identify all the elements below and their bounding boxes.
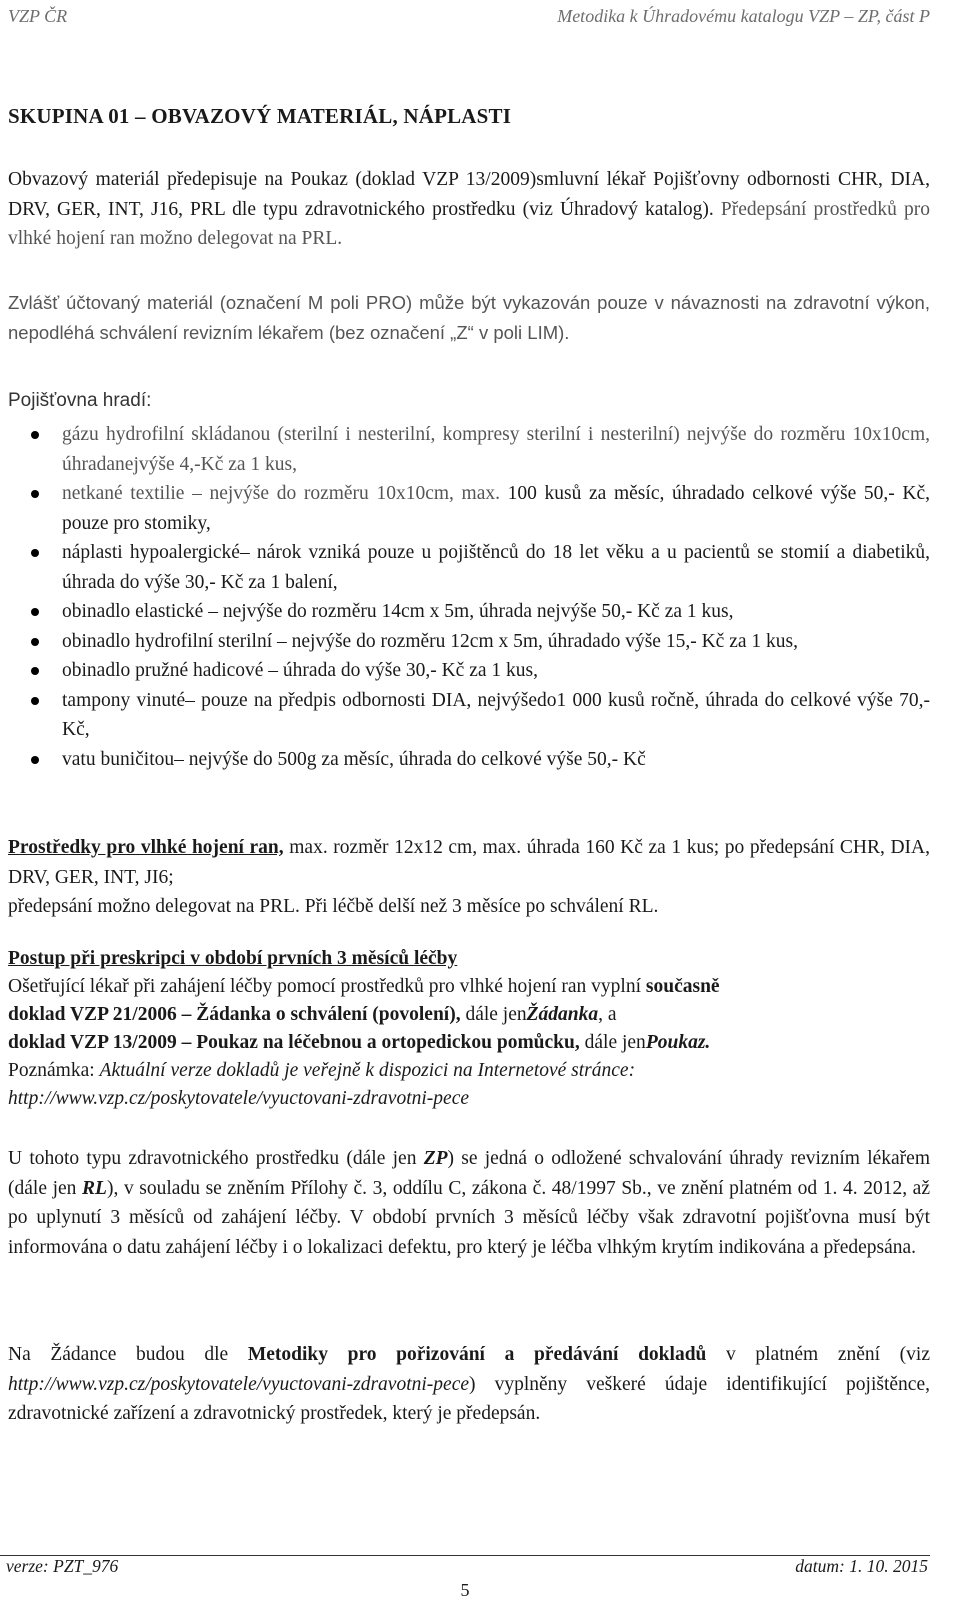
moist-healing-heading: Prostředky pro vlhké hojení ran,	[8, 837, 284, 858]
footer-date: datum: 1. 10. 2015	[795, 1556, 928, 1576]
list-item: náplasti hypoalergické– nárok vzniká pouze u pojištěnců do 18 let věku a u pacientů se stomií a diabetiků, úhrada do výše 30,- Kč za 1 balení,	[8, 538, 930, 597]
header-right: Metodika k Úhradovému katalogu VZP – ZP, část P	[557, 6, 930, 26]
zp-paragraph: U tohoto typu zdravotnického prostředku (dále jen ZP) se jedná o odložené schvalování úhrady revizním lékařem (dále jen RL), v souladu se zněním Přílohy č. 3, oddílu C, zákona č. 48/1997 Sb., ve znění platném od 1. 4. 2012, až po uplynutí 3 měsíců od zahájení léčby. V období prvních 3 měsíců léčby však zdravotní pojišťovna musí být informována o datu zahájení léčby i o lokalizaci defektu, pro který je léčba vlhkým krytím indikována a předepsána.	[8, 1148, 930, 1258]
vzp-url-link[interactable]: http://www.vzp.cz/poskytovatele/vyuctovani-zdravotni-pece	[8, 1373, 470, 1395]
procedure-paragraph: Postup při preskripci v období prvních 3 měsíců léčby Ošetřující lékař při zahájení léčby pomocí prostředků pro vlhké hojení ran vyplní současně doklad VZP 21/2006 – Žádanka o schválení (povolení), dále jenŽádanka, a doklad VZP 13/2009 – Poukaz na léčebnou a ortopedickou pomůcku, dále jenPoukaz. Poznámka: Aktuální verze dokladů je veřejně k dispozici na Internetové stránce: http://www.vzp.cz/poskytovatele/vyuctovani-zdravotni-pece	[8, 948, 720, 1109]
section-title: SKUPINA 01 – OBVAZOVÝ MATERIÁL, NÁPLASTI	[8, 104, 512, 128]
list-item: obinadlo elastické – nejvýše do rozměru 14cm x 5m, úhrada nejvýše 50,- Kč za 1 kus,	[8, 597, 930, 627]
list-item: tampony vinuté– pouze na předpis odbornosti DIA, nejvýšedo1 000 kusů ročně, úhrada do celkové výše 70,- Kč,	[8, 686, 930, 745]
page-number: 5	[460, 1580, 470, 1600]
insurer-pays-list	[8, 420, 930, 774]
header-left: VZP ČR	[8, 6, 68, 26]
footer-version: verze: PZT_976	[6, 1556, 119, 1576]
list-item: gázu hydrofilní skládanou (sterilní i nesterilní, kompresy sterilní i nesterilní) nejvýše do rozměru 10x10cm, úhradanejvýše 4,-Kč za 1 kus,	[8, 420, 930, 479]
list-item: obinadlo pružné hadicové – úhrada do výše 30,- Kč za 1 kus,	[8, 656, 930, 686]
list-item: netkané textilie – nejvýše do rozměru 10x10cm, max. 100 kusů za měsíc, úhradado celkové výše 50,- Kč, pouze pro stomiky,	[8, 479, 930, 538]
footer-divider	[0, 1555, 930, 1556]
insurer-pays-heading: Pojišťovna hradí:	[8, 390, 152, 411]
list-item: obinadlo hydrofilní sterilní – nejvýše do rozměru 12cm x 5m, úhradado výše 15,- Kč za 1 kus,	[8, 627, 930, 657]
vzp-url-link[interactable]: http://www.vzp.cz/poskytovatele/vyuctovani-zdravotni-pece	[8, 1088, 470, 1109]
moist-healing-paragraph: Prostředky pro vlhké hojení ran, max. rozměr 12x12 cm, max. úhrada 160 Kč za 1 kus; po předepsání CHR, DIA, DRV, GER, INT, JI6; předepsání možno delegovat na PRL. Při léčbě delší než 3 měsíce po schválení RL.	[8, 837, 931, 917]
intro-text: Obvazový materiál předepisuje na Poukaz (doklad VZP 13/2009)smluvní lékař Pojišťovny odbornosti CHR, DIA, DRV, GER, INT, J16, PRL dle typu zdravotnického prostředku (viz Úhradový katalog).	[8, 169, 930, 220]
procedure-heading: Postup při preskripci v období prvních 3 měsíců léčby	[8, 948, 458, 969]
list-item: vatu buničitou– nejvýše do 500g za měsíc, úhrada do celkové výše 50,- Kč	[8, 745, 930, 775]
intro-paragraph	[8, 165, 930, 254]
separate-billing-paragraph: Zvlášť účtovaný materiál (označení M poli PRO) může být vykazován pouze v návaznosti na zdravotní výkon, nepodléhá schválení revizním lékařem (bez označení „Z“ v poli LIM).	[8, 292, 930, 343]
zadanka-paragraph: Na Žádance budou dle Metodiky pro pořizování a předávání dokladů v platném znění (viz http://www.vzp.cz/poskytovatele/vyuctovani-zdravotni-pece) vyplněny veškeré údaje identifikující pojištěnce, zdravotnické zařízení a zdravotnický prostředek, který je předepsán.	[8, 1344, 930, 1424]
intro-grey-text: Předepsání prostředků pro vlhké hojení ran možno delegovat na PRL.	[8, 198, 931, 249]
